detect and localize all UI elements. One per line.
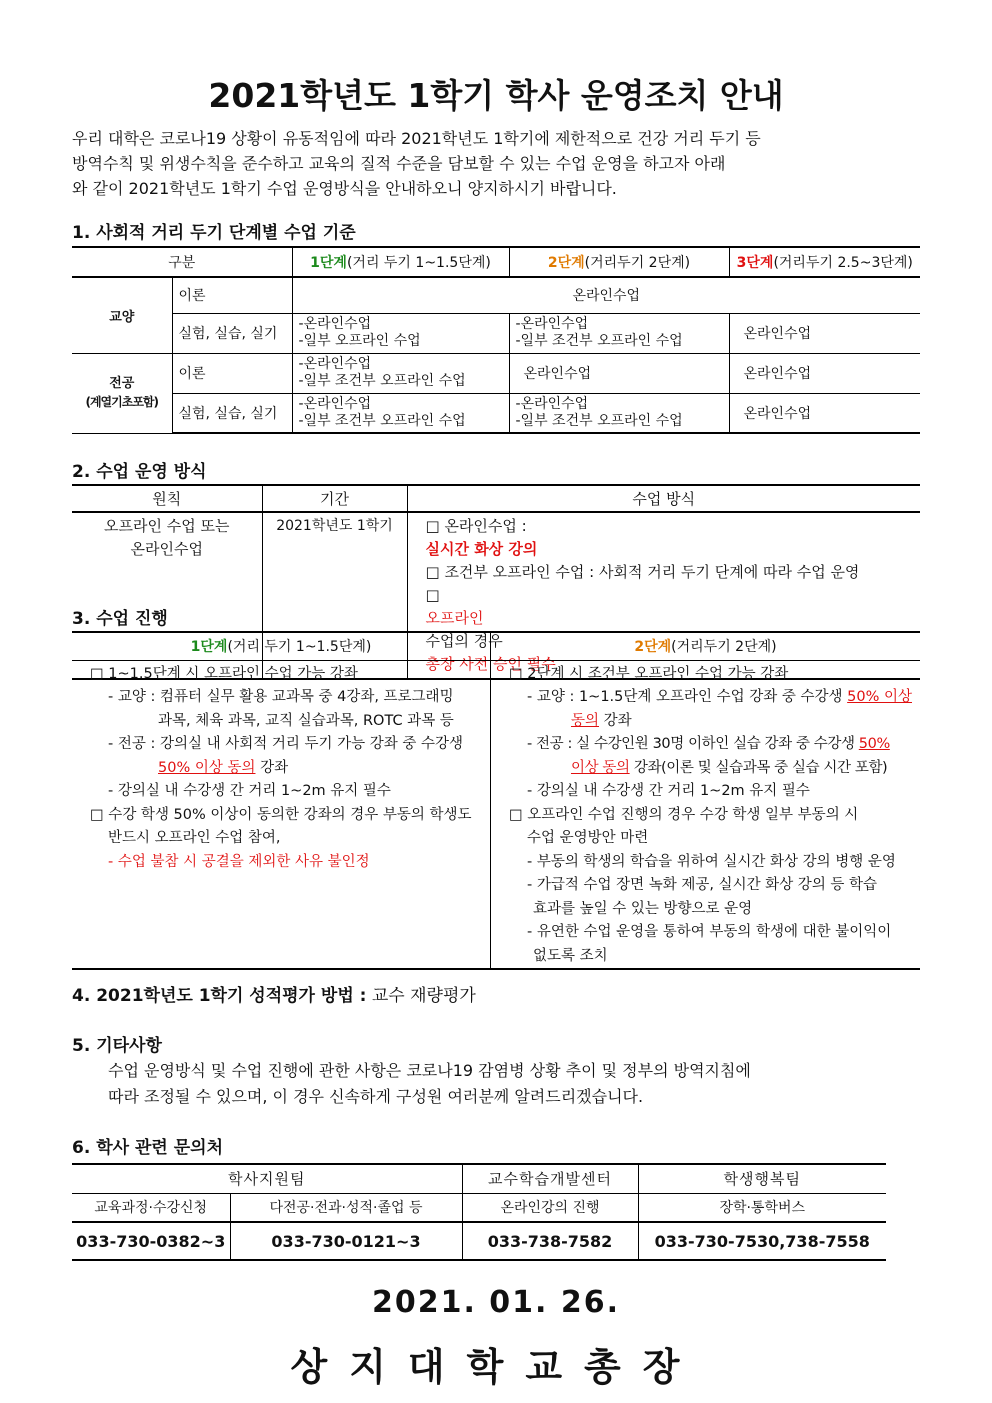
header-principle: 원칙 bbox=[72, 485, 262, 512]
category-major: 전공 (계열기초포함) bbox=[72, 353, 172, 433]
section5-line: 따라 조정될 수 있으며, 이 경우 신속하게 구성원 여러분께 알려드리겠습니다. bbox=[108, 1087, 644, 1106]
cell: 온라인수업 bbox=[729, 353, 920, 393]
duty-online-lecture: 온라인강의 진행 bbox=[462, 1193, 638, 1222]
cell-stage2-content: □ 2단계 시 조건부 오프라인 수업 가능 강좌 - 교양 : 1~1.5단계 오프라인 수업 강좌 중 수강생 50% 이상 동의 강좌 - 전공 : 실 수강인원 30명 이하인 실습 강좌 중 수강생 50% 이상 동의 강좌(이론 및 실습과목 중 실습 시간 포함) - 강의실 내 수강생 간 거리 1~2m 유지 필수 □ 오프라인 수업 진행의 경우 수강 학생 일부 부동의 시 수업 운영방안 마련 - 부동의 학생의 학습을 위하여 실시간 화상 강의 병행 운영 - 가급적 수업 장면 녹화 제공, 실시간 화상 강의 등 학습 효과를 높일 수 있는 방향으로 운영 - 유연한 수업 운영을 통하여 부동의 학생에 대한 불이익이 없도록 조치 bbox=[490, 660, 920, 969]
section1-heading: 1. 사회적 거리 두기 단계별 수업 기준 bbox=[72, 223, 356, 243]
table-row bbox=[72, 393, 920, 433]
intro-paragraph bbox=[72, 126, 922, 201]
intro-line: 방역수칙 및 위생수칙을 준수하고 교육의 질적 수준을 담보할 수 있는 수업 운영을 하고자 아래 bbox=[72, 154, 726, 173]
row-label-practice: 실험, 실습, 실기 bbox=[172, 393, 292, 433]
section5-heading: 5. 기타사항 bbox=[72, 1036, 162, 1056]
header-method: 수업 방식 bbox=[407, 485, 920, 512]
category-liberal: 교양 bbox=[72, 277, 172, 353]
table-header-row bbox=[72, 632, 920, 660]
table-row bbox=[72, 353, 920, 393]
header-stage3: 3단계(거리두기 2.5~3단계) bbox=[729, 247, 920, 277]
table-header-row bbox=[72, 485, 920, 512]
cell-stage1-content: □ 1~1.5단계 시 오프라인 수업 가능 강좌 - 교양 : 컴퓨터 실무 활용 교과목 중 4강좌, 프로그래밍 과목, 체육 과목, 교직 실습과목, ROTC 과목 등 - 전공 : 강의실 내 사회적 거리 두기 가능 강좌 중 수강생 50% 이상 동의 강좌 - 강의실 내 수강생 간 거리 1~2m 유지 필수 □ 수강 학생 50% 이상이 동의한 강좌의 경우 부동의 학생도 반드시 오프라인 수업 참여, - 수업 불참 시 공결을 제외한 사유 불인정 bbox=[72, 660, 490, 969]
duty-scholarship-bus: 장학·통학버스 bbox=[638, 1193, 886, 1222]
stage-criteria-table bbox=[72, 246, 920, 434]
cell: -온라인수업 -일부 조건부 오프라인 수업 bbox=[292, 393, 509, 433]
cell: -온라인수업 -일부 조건부 오프라인 수업 bbox=[509, 393, 729, 433]
section6-heading: 6. 학사 관련 문의처 bbox=[72, 1138, 223, 1158]
signature-president: 상지대학교총장 bbox=[290, 1345, 702, 1389]
table-row bbox=[72, 1193, 886, 1222]
table-row bbox=[72, 1164, 886, 1193]
phone-online-lecture: 033-738-7582 bbox=[462, 1222, 638, 1260]
phone-curriculum: 033-730-0382~3 bbox=[72, 1222, 230, 1260]
cell-method: □ 온라인수업 : 실시간 화상 강의 □ 조건부 오프라인 수업 : 사회적 거리 두기 단계에 따라 수업 운영 □ 오프라인 수업의 경우 총장 사전 승인 필수 bbox=[407, 512, 920, 679]
section3-heading: 3. 수업 진행 bbox=[72, 609, 168, 629]
cell: 온라인수업 bbox=[729, 313, 920, 353]
cell: -온라인수업 -일부 조건부 오프라인 수업 bbox=[292, 353, 509, 393]
table-row bbox=[72, 277, 920, 313]
header-stage2: 2단계(거리두기 2단계) bbox=[509, 247, 729, 277]
row-label-practice: 실험, 실습, 실기 bbox=[172, 313, 292, 353]
section5-paragraph bbox=[108, 1058, 908, 1110]
header-stage1: 1단계(거리 두기 1~1.5단계) bbox=[72, 632, 490, 660]
row-label-theory: 이론 bbox=[172, 277, 292, 313]
team-academic-support: 학사지원팀 bbox=[72, 1164, 462, 1193]
team-teaching-center: 교수학습개발센터 bbox=[462, 1164, 638, 1193]
table-header-row bbox=[72, 247, 920, 277]
section5-line: 수업 운영방식 및 수업 진행에 관한 사항은 코로나19 감염병 상황 추이 및 정부의 방역지침에 bbox=[108, 1061, 751, 1080]
table-row bbox=[72, 1222, 886, 1260]
cell-principle: 오프라인 수업 또는 온라인수업 bbox=[72, 512, 262, 679]
phone-major-grades: 033-730-0121~3 bbox=[230, 1222, 462, 1260]
duty-curriculum: 교육과정·수강신청 bbox=[72, 1193, 230, 1222]
cell: -온라인수업 -일부 조건부 오프라인 수업 bbox=[509, 313, 729, 353]
header-stage2: 2단계(거리두기 2단계) bbox=[490, 632, 920, 660]
intro-line: 와 같이 2021학년도 1학기 수업 운영방식을 안내하오니 양지하시기 바랍니다. bbox=[72, 179, 617, 198]
cell: 온라인수업 bbox=[729, 393, 920, 433]
cell-online-all: 온라인수업 bbox=[292, 277, 920, 313]
table-row bbox=[72, 313, 920, 353]
duty-major-grades: 다전공·전과·성적·졸업 등 bbox=[230, 1193, 462, 1222]
section4-heading: 4. 2021학년도 1학기 성적평가 방법 : bbox=[72, 986, 367, 1006]
class-progress-table bbox=[72, 631, 920, 970]
header-period: 기간 bbox=[262, 485, 407, 512]
section2-heading: 2. 수업 운영 방식 bbox=[72, 462, 207, 482]
header-stage1: 1단계(거리 두기 1~1.5단계) bbox=[292, 247, 509, 277]
section4-value: 교수 재량평가 bbox=[366, 986, 476, 1006]
cell: 온라인수업 bbox=[509, 353, 729, 393]
section4 bbox=[72, 981, 476, 1006]
table-row bbox=[72, 660, 920, 969]
header-category: 구분 bbox=[72, 247, 292, 277]
cell: -온라인수업 -일부 오프라인 수업 bbox=[292, 313, 509, 353]
contact-table bbox=[72, 1163, 886, 1261]
page-title: 2021학년도 1학기 학사 운영조치 안내 bbox=[208, 76, 784, 115]
phone-scholarship-bus: 033-730-7530,738-7558 bbox=[638, 1222, 886, 1260]
document-date: 2021. 01. 26. bbox=[371, 1285, 621, 1320]
team-student-happiness: 학생행복팀 bbox=[638, 1164, 886, 1193]
intro-line: 우리 대학은 코로나19 상황이 유동적임에 따라 2021학년도 1학기에 제한적으로 건강 거리 두기 등 bbox=[72, 129, 761, 148]
row-label-theory: 이론 bbox=[172, 353, 292, 393]
cell-period: 2021학년도 1학기 bbox=[262, 512, 407, 679]
